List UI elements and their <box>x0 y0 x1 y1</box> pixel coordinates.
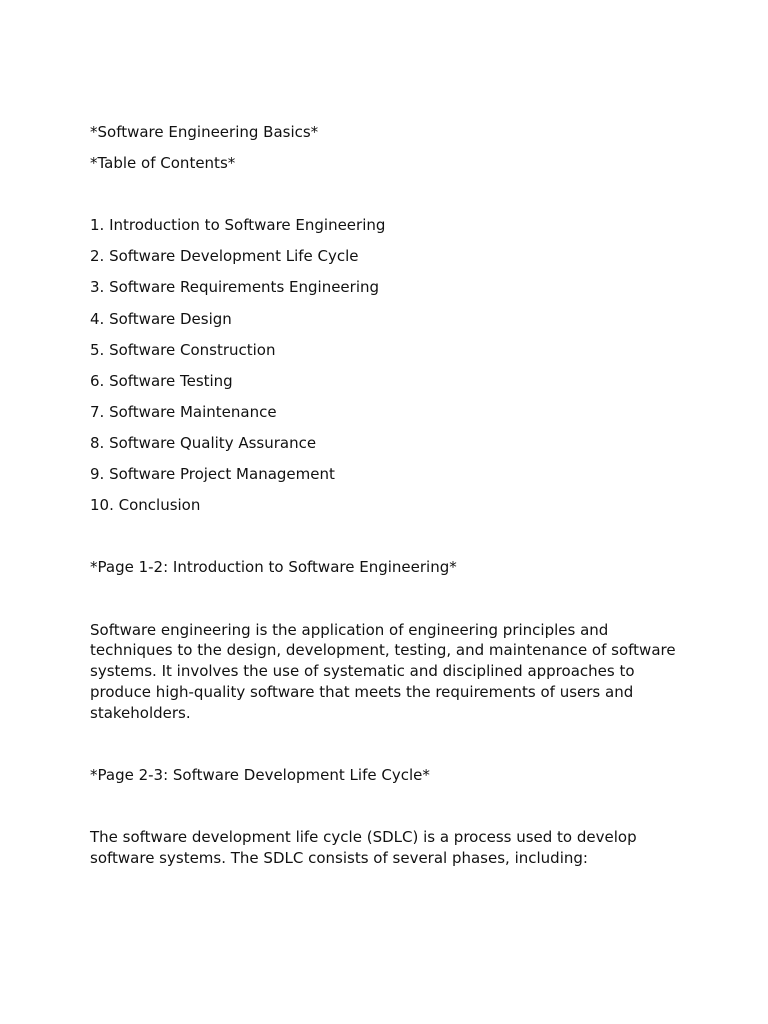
document-page <box>90 122 680 869</box>
spacer <box>90 454 680 464</box>
section-body: Software engineering is the application of engineering principles and techniques to the design, development, testing, and maintenance of software systems. It involves the use of systematic and disciplined approaches to produce high-quality software that meets the requirements of users and stakeholders. <box>90 620 676 722</box>
spacer <box>90 143 680 153</box>
toc-item: 3. Software Requirements Engineering <box>90 278 380 297</box>
document-title: *Software Engineering Basics* <box>90 123 319 141</box>
table-of-contents <box>90 215 680 516</box>
spacer <box>90 236 680 246</box>
toc-item: 9. Software Project Management <box>90 465 335 484</box>
section-heading: *Page 1-2: Introduction to Software Engineering* <box>90 558 457 577</box>
toc-item: 10. Conclusion <box>90 496 201 515</box>
spacer <box>90 516 680 557</box>
spacer <box>90 174 680 215</box>
spacer <box>90 392 680 402</box>
toc-item: 2. Software Development Life Cycle <box>90 247 359 266</box>
toc-item: 4. Software Design <box>90 309 232 328</box>
toc-item: 5. Software Construction <box>90 340 276 359</box>
spacer <box>90 578 680 619</box>
section-body: The software development life cycle (SDLC) is a process used to develop software systems. The SDLC consists of several phases, including: <box>90 828 637 867</box>
toc-item: 1. Introduction to Software Engineering <box>90 216 386 235</box>
spacer <box>90 267 680 277</box>
spacer <box>90 360 680 370</box>
toc-item: 6. Software Testing <box>90 371 233 390</box>
spacer <box>90 329 680 339</box>
toc-heading: *Table of Contents* <box>90 154 236 173</box>
toc-item: 7. Software Maintenance <box>90 402 277 421</box>
spacer <box>90 723 680 764</box>
spacer <box>90 786 680 827</box>
spacer <box>90 485 680 495</box>
spacer <box>90 298 680 308</box>
toc-item: 8. Software Quality Assurance <box>90 433 317 452</box>
spacer <box>90 423 680 433</box>
section-heading: *Page 2-3: Software Development Life Cycle* <box>90 765 430 784</box>
